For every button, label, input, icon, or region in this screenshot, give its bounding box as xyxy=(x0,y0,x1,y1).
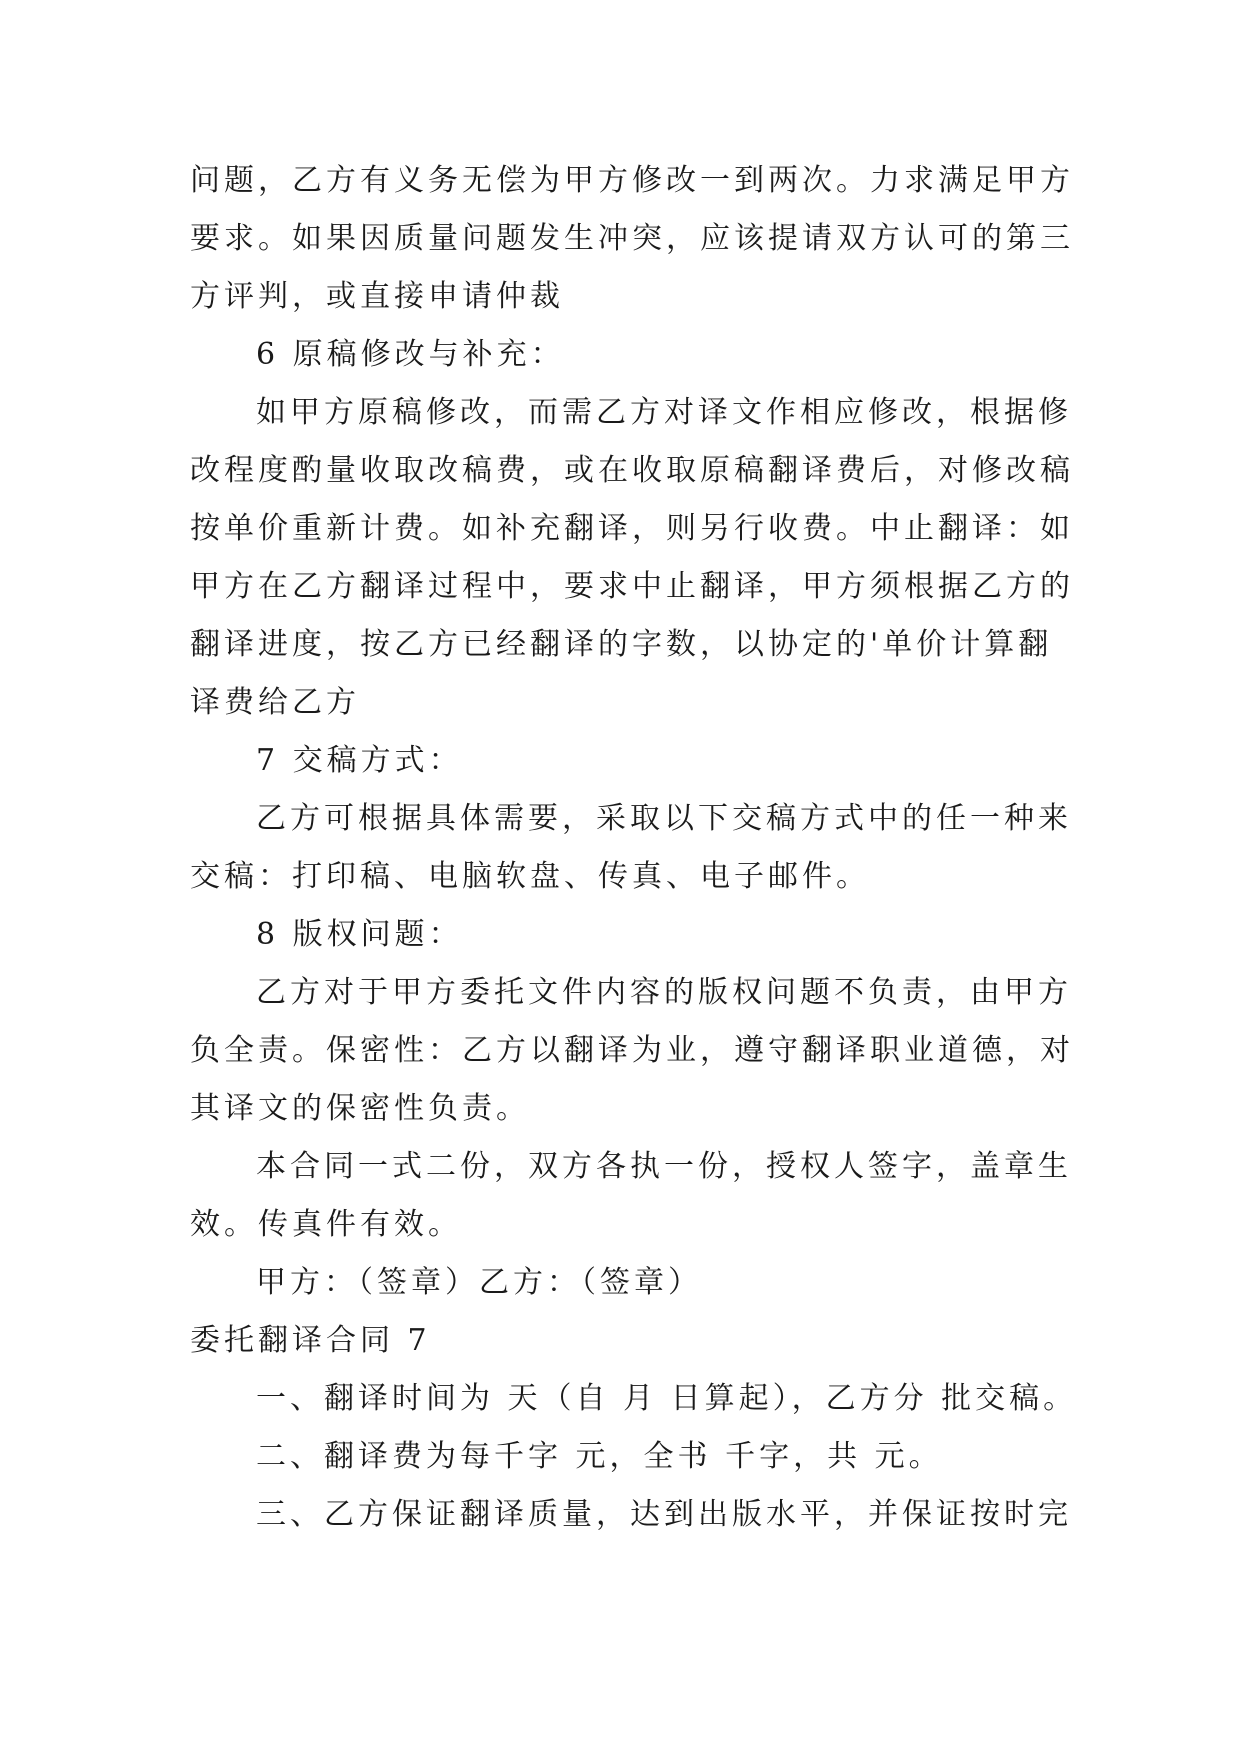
text-line: 效。传真件有效。 xyxy=(190,1207,462,1242)
text-line: 问题，乙方有义务无偿为甲方修改一到两次。力求满足甲方 xyxy=(190,163,1074,198)
text-line: 甲方在乙方翻译过程中，要求中止翻译，甲方须根据乙方的 xyxy=(190,569,1074,604)
text-line: 按单价重新计费。如补充翻译，则另行收费。中止翻译：如 xyxy=(190,511,1074,546)
text-line: 其译文的保密性负责。 xyxy=(190,1091,530,1126)
text-line: 三、乙方保证翻译质量，达到出版水平，并保证按时完 xyxy=(256,1497,1072,1532)
text-line: 要求。如果因质量问题发生冲突，应该提请双方认可的第三 xyxy=(190,221,1074,256)
signature-line: 甲方：（签章）乙方：（签章） xyxy=(256,1265,702,1300)
text-line: 交稿：打印稿、电脑软盘、传真、电子邮件。 xyxy=(190,859,870,894)
document-body xyxy=(190,152,1078,1544)
text-line: 二、翻译费为每千字 元，全书 千字，共 元。 xyxy=(256,1439,943,1474)
contract-title: 委托翻译合同 7 xyxy=(190,1323,431,1358)
text-line: 翻译进度，按乙方已经翻译的字数，以协定的'单价计算翻 xyxy=(190,627,1053,662)
section-heading: 8 版权问题： xyxy=(256,917,463,952)
text-line: 方评判，或直接申请仲裁 xyxy=(190,279,564,314)
section-heading: 6 原稿修改与补充： xyxy=(256,337,565,372)
text-line: 本合同一式二份，双方各执一份，授权人签字，盖章生 xyxy=(256,1149,1072,1184)
text-line: 改程度酌量收取改稿费，或在收取原稿翻译费后，对修改稿 xyxy=(190,453,1074,488)
text-line: 如甲方原稿修改，而需乙方对译文作相应修改，根据修 xyxy=(256,395,1072,430)
text-line: 乙方可根据具体需要，采取以下交稿方式中的任一种来 xyxy=(256,801,1072,836)
text-line: 译费给乙方 xyxy=(190,685,360,720)
text-line: 负全责。保密性：乙方以翻译为业，遵守翻译职业道德，对 xyxy=(190,1033,1074,1068)
section-heading: 7 交稿方式： xyxy=(256,743,463,778)
text-line: 乙方对于甲方委托文件内容的版权问题不负责，由甲方 xyxy=(256,975,1072,1010)
text-line: 一、翻译时间为 天（自 月 日算起），乙方分 批交稿。 xyxy=(256,1381,1078,1416)
